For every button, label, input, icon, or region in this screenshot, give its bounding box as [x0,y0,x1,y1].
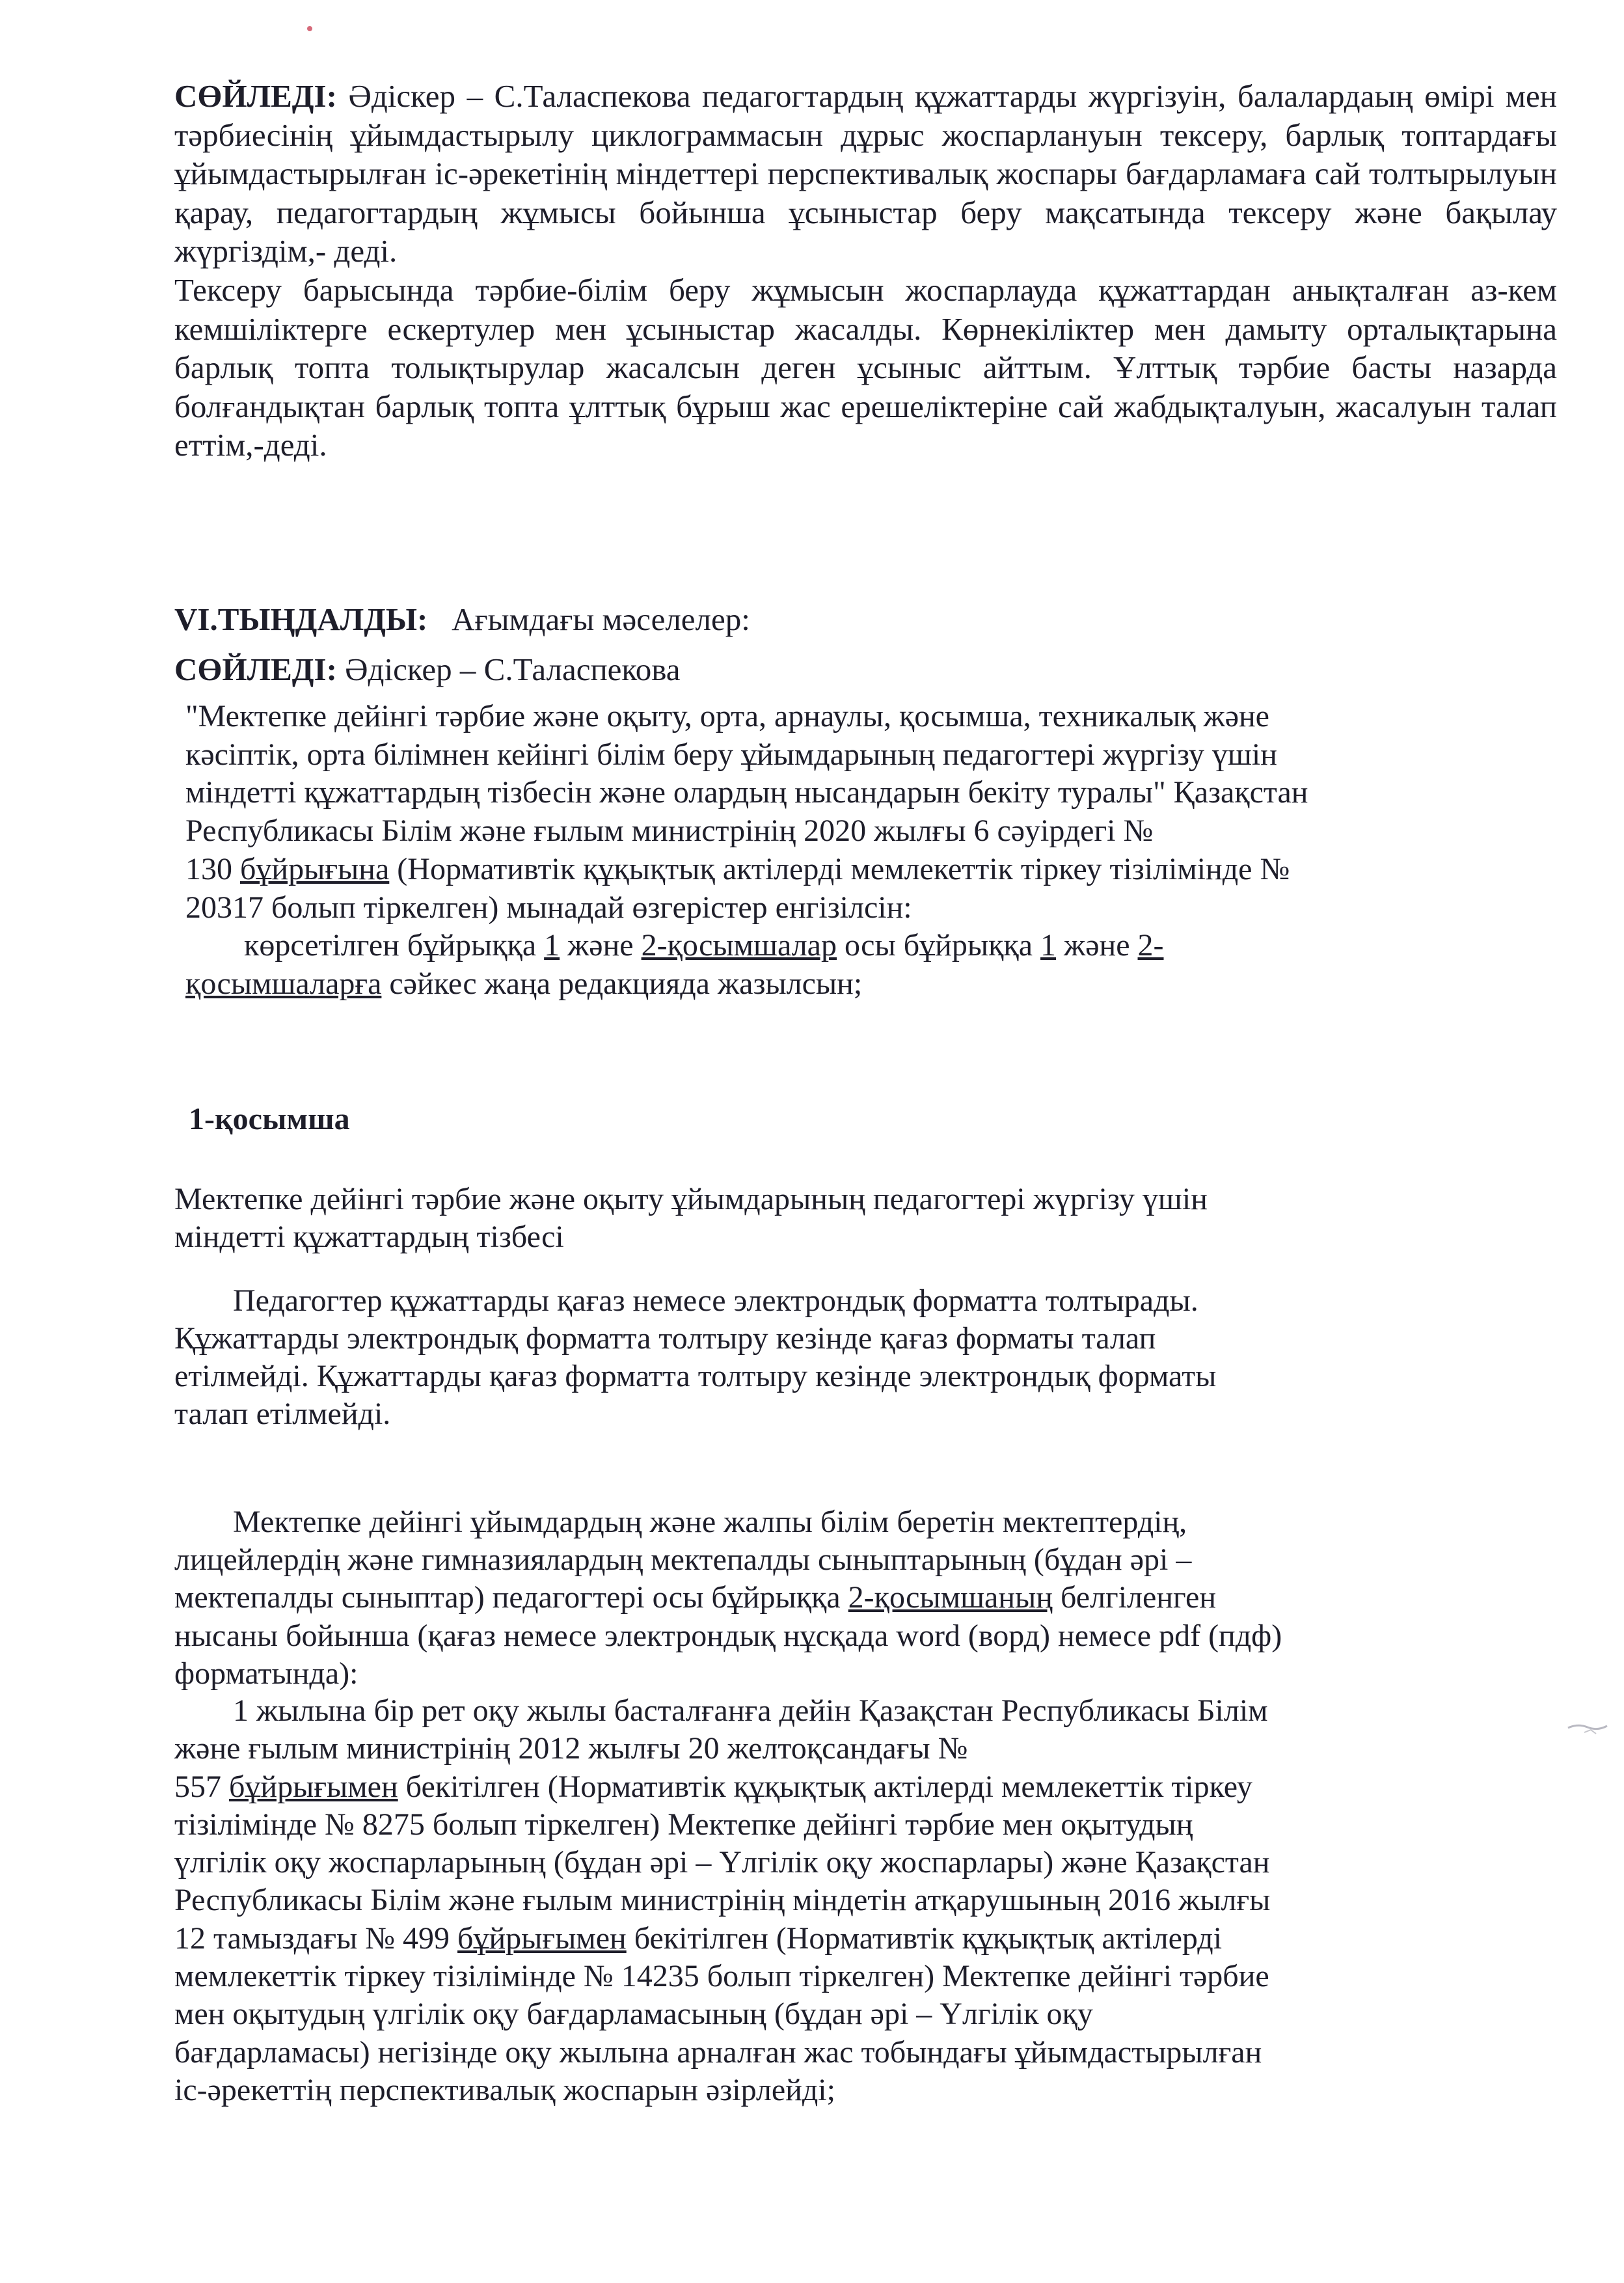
text-line: жоспарлануын тексеру, барлық топтардағы ұйымдастырылған іс-әрекетінің [174,116,1558,192]
appendices-link[interactable]: қосымшаларға [185,966,382,1001]
text-run: бекітілген (Нормативтік құқықтық актілерді [626,1921,1223,1956]
text-line: тізілімінде № 8275 болып тіркелген) Мектепке дейінгі тәрбие мен оқытудың [174,1807,1193,1842]
paragraph-formats [174,1282,1541,1433]
text-run: көрсетілген бұйрыққа [244,928,545,963]
text-run: 1 жылына бір рет оқу жылы басталғанға дейін Қазақстан Республикасы Білім [233,1693,1268,1728]
text-line [174,1282,1541,1320]
text-line: Құжаттарды электрондық форматта толтыру кезінде қағаз форматы талап [174,1321,1156,1356]
text-run: және [1056,928,1138,963]
heard-label: VI.ТЫҢДАЛДЫ: [174,601,428,637]
speaker-text: Әдіскер – С.Таласпекова [336,651,681,687]
speaker-statement-block [174,77,1557,465]
pencil-smudge-mark [1565,1718,1610,1738]
text-line: нысаны бойынша (қағаз немесе электрондық нұсқада word (ворд) немесе pdf (пдф) [174,1618,1282,1653]
paragraph-preschool-orgs [174,1503,1541,1693]
text-line: балалардаың өмірі мен тәрбиесінің ұйымдастырылу циклограммасын дұрыс [174,78,1558,153]
text-line [174,1579,1541,1617]
text-run: Мектепке дейінгі ұйымдардың және жалпы білім беретін мектептердің, [233,1505,1187,1539]
text-line: форматында): [174,1656,359,1691]
section-6-speaker [174,651,680,689]
text-run: және [560,928,642,963]
section-6-heading [174,601,750,638]
appendices-link[interactable]: 2-қосымшалар [641,928,837,963]
text-line: мемлекеттік тіркеу тізілімінде № 14235 болып тіркелген) Мектепке дейінгі тәрбие [174,1959,1269,1994]
order-line [185,851,1558,889]
text-line: міндеттері перспективалық жоспары бағдарламаға сай толтырылуын қарау, [174,156,1557,230]
title-line: міндетті құжаттардың тізбесі [174,1220,564,1254]
text-line: ұлттық бұрыш жас ерешеліктеріне сай жабдықталуын, жасалуын талап еттім,-деді. [174,388,1557,463]
text-line: Көрнекіліктер мен дамыту орталықтарына барлық топта толықтырулар жасалсын [174,310,1558,386]
text-line [174,1920,1560,1958]
text-run: 12 тамыздағы № 499 [174,1921,458,1956]
order-line [185,965,1558,1004]
text-line: және ғылым министрінің 2012 жылғы 20 желтоқсандағы № [174,1731,968,1766]
said-label-2: СӨЙЛЕДІ: [174,651,337,687]
text-line: мен оқытудың үлгілік оқу бағдарламасының (бұдан әрі – Үлгілік оқу [174,1997,1093,2032]
order-line [185,927,1558,965]
text-line: бағдарламасы) негізінде оқу жылына арналған жас тобындағы ұйымдастырылған [174,2034,1262,2070]
appendix-title [174,1181,1541,1256]
text-run: мектепалды сыныптар) педагогтері осы бұйрыққа [174,1580,848,1615]
text-run: (Нормативтік құқықтық актілерді мемлекеттік тіркеу тізілімінде № [389,851,1290,886]
appendix-2-link[interactable]: 2-қосымшаның [848,1580,1053,1615]
text-line: Әдіскер – С.Таласпекова педагогтардың құжаттарды жүргізуін, [336,78,1226,114]
text-line: лицейлердің және гимназиялардың мектепалды сыныптарының (бұдан әрі – [174,1542,1192,1578]
text-run: бекітілген (Нормативтік құқықтық актілерді мемлекеттік тіркеу [398,1769,1252,1804]
text-line: етілмейді. Құжаттарды қағаз форматта толтыру кезінде электрондық форматы [174,1359,1217,1393]
text-run: сәйкес жаңа редакцияда жазылсын; [381,966,863,1001]
title-line: Мектепке дейінгі тәрбие және оқыту ұйымдарының педагогтері жүргізу үшін [174,1182,1208,1216]
order-line: 20317 болып тіркелген) мынадай өзгерістер енгізілсін: [185,890,912,925]
text-run: 557 [174,1769,229,1804]
text-line: іс-әрекеттің перспективалық жоспарын әзірлейді; [174,2072,835,2107]
paragraph-yearly-plan [174,1692,1560,2109]
appendix-1-link[interactable]: 1 [544,928,560,963]
text-run: Педагогтер құжаттарды қағаз немесе электрондық форматта толтырады. [233,1283,1198,1318]
said-label: СӨЙЛЕДІ: [174,78,337,114]
order-link[interactable]: бұйрығына [240,851,390,886]
text-line: анықталған аз-кем кемшіліктерге ескертулер мен ұсыныстар жасалды. [174,271,1557,347]
text-run: белгіленген [1052,1580,1217,1615]
ink-dot [307,26,312,31]
order-line: "Мектепке дейінгі тәрбие және оқыту, орта, арнаулы, қосымша, техникалық және [185,699,1269,733]
text-line [174,1768,1560,1806]
order-499-link[interactable]: бұйрығымен [457,1921,627,1956]
text-line: үлгілік оқу жоспарларының (бұдан әрі – Үлгілік оқу жоспарлары) және Қазақстан [174,1845,1270,1880]
text-line: талап етілмейді. [174,1397,391,1431]
text-line [174,1503,1541,1541]
appendix-label: 1-қосымша [189,1102,350,1136]
statement-paragraph-1 [174,77,1557,271]
statement-paragraph-2 [174,271,1557,465]
text-line: бақылау жүргіздім,- деді. [174,194,1557,269]
heard-text: Ағымдағы мәселелер: [427,601,750,637]
appendix-2-link[interactable]: 2- [1137,928,1164,963]
text-line [174,1692,1560,1730]
order-line: міндетті құжаттардың тізбесін және олардың нысандарын бекіту туралы" Қазақстан [185,775,1308,810]
text-line: Республикасы Білім және ғылым министрінің міндетін атқарушының 2016 жылғы [174,1883,1271,1918]
appendix-1-link[interactable]: 1 [1040,928,1057,963]
text-run: осы бұйрыққа [836,928,1041,963]
order-quote-block [185,698,1558,1004]
order-line: кәсіптік, орта білімнен кейінгі білім беру ұйымдарының педагогтері жүргізу үшін [185,737,1277,772]
text-line: деген ұсыныс айттым. Ұлттық тәрбие басты назарда болғандықтан барлық топта [174,349,1557,424]
order-line: Республикасы Білім және ғылым министрінің 2020 жылғы 6 сәуірдегі № [185,813,1154,849]
text-line: педагогтардың жұмысы бойынша ұсыныстар беру мақсатында тексеру және [276,194,1422,230]
text-line: Тексеру барысында тәрбие-білім беру жұмысын жоспарлауда құжаттардан [174,271,1271,308]
text-run: 130 [185,851,240,886]
order-557-link[interactable]: бұйрығымен [229,1769,398,1804]
